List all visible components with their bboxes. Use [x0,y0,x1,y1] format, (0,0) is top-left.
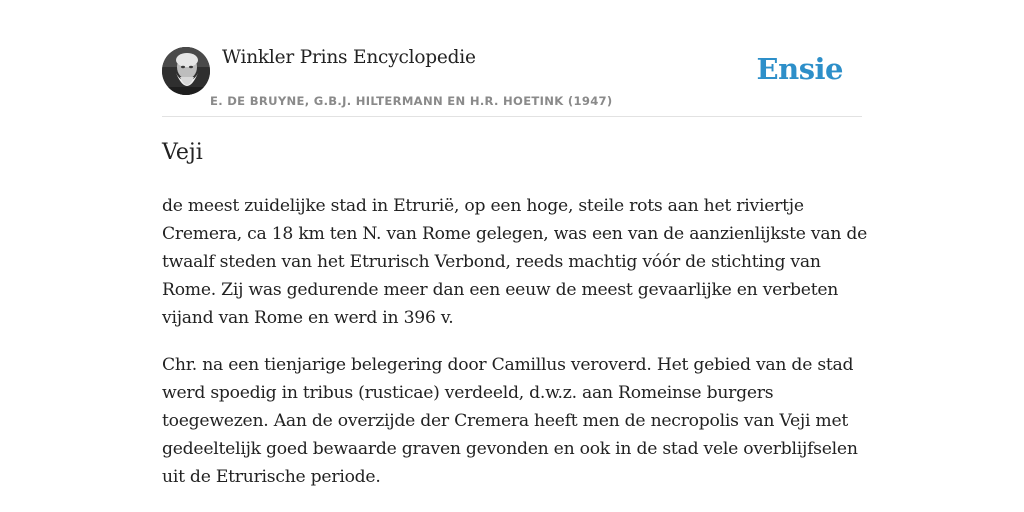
paragraph-line: Rome. Zij was gedurende meer dan een eeuw de meest gevaarlijke en verbeten [162,280,839,300]
paragraph-line: toegewezen. Aan de overzijde der Cremera heeft men de necropolis van Veji met [162,411,849,431]
entry-paragraph-1 [162,192,868,332]
paragraph-line: uit de Etrurische periode. [162,467,381,487]
paragraph-line: Cremera, ca 18 km ten N. van Rome gelegen, was een van de aanzienlijkste van de [162,224,868,244]
publication-header [162,44,862,117]
bearded-man-icon [162,47,210,95]
paragraph-line: vijand van Rome en werd in 396 v. [162,308,454,328]
paragraph-line: gedeeltelijk goed bewaarde graven gevonden en ook in de stad vele overblijfselen [162,439,858,459]
author-avatar[interactable] [162,47,210,95]
ensie-logo-link[interactable]: Ensie [756,52,843,86]
paragraph-line: Chr. na een tienjarige belegering door Camillus veroverd. Het gebied van de stad [162,355,854,375]
paragraph-line: de meest zuidelijke stad in Etrurië, op een hoge, steile rots aan het riviertje [162,196,804,216]
paragraph-line: twaalf steden van het Etrurisch Verbond, reeds machtig vóór de stichting van [162,252,821,272]
publication-authors: E. DE BRUYNE, G.B.J. HILTERMANN EN H.R. HOETINK (1947) [210,94,613,108]
entry-title: Veji [162,140,203,165]
publication-title[interactable]: Winkler Prins Encyclopedie [222,47,476,68]
entry-paragraph-2 [162,351,862,491]
article-page [162,0,868,512]
paragraph-line: werd spoedig in tribus (rusticae) verdeeld, d.w.z. aan Romeinse burgers [162,383,774,403]
